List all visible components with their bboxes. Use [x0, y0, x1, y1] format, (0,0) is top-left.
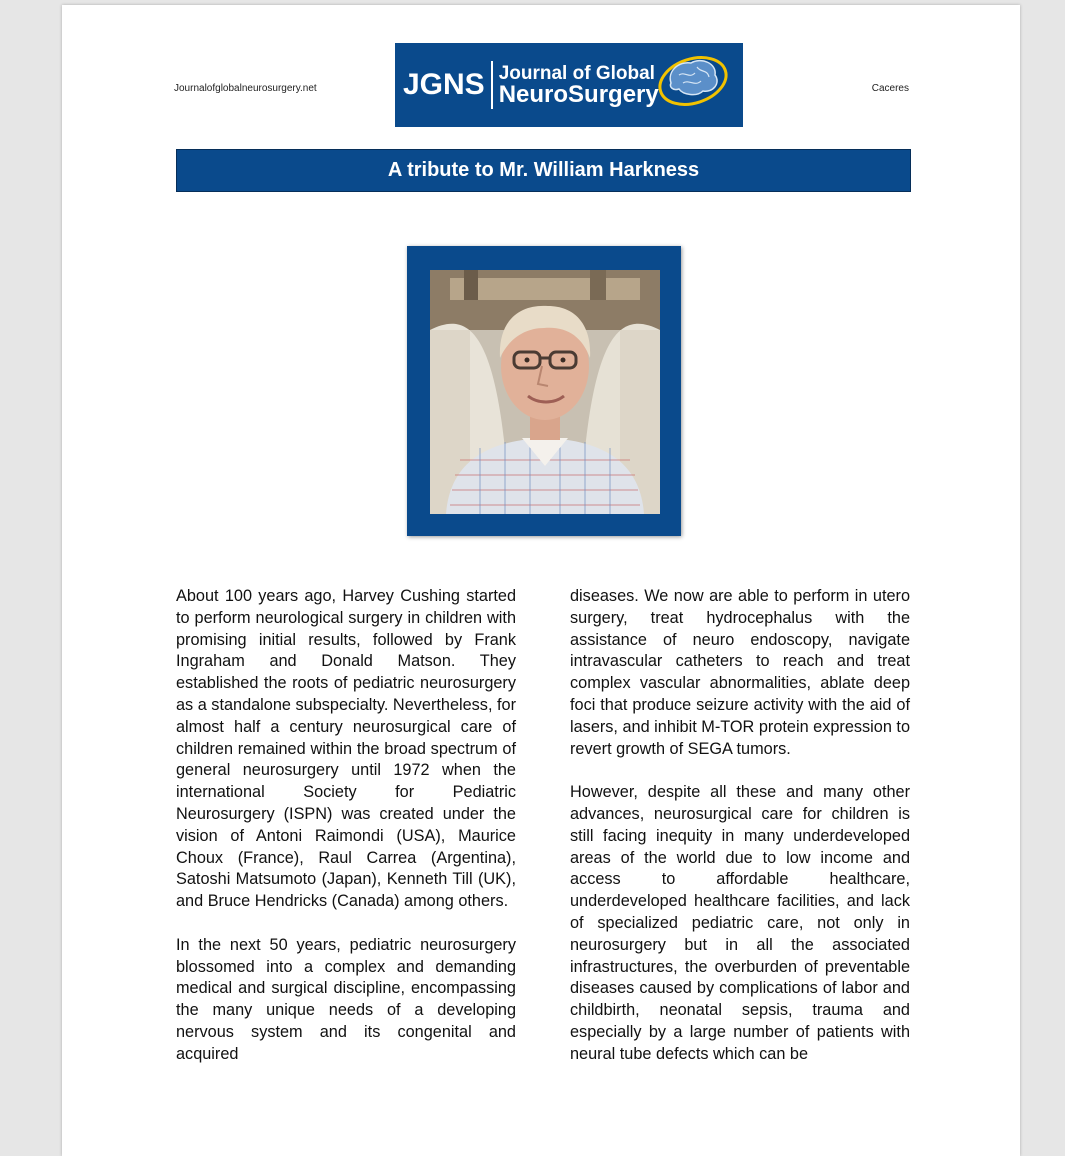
logo-journal-name: [499, 64, 659, 107]
author-name: Caceres: [871, 83, 909, 94]
body-column-right: [570, 586, 910, 1087]
logo-name-line-1: Journal of Global: [498, 62, 655, 84]
journal-logo: [395, 43, 743, 127]
site-url: Journalofglobalneurosurgery.net: [174, 83, 317, 94]
logo-separator: [491, 61, 493, 109]
document-page: [62, 5, 1020, 1156]
brain-icon: [653, 53, 731, 115]
paragraph: In the next 50 years, pediatric neurosurgery blossomed into a complex and demanding medical and surgical discipline, encompassing the many unique needs of a developing nervous system and its congenital and acquired: [176, 935, 516, 1063]
portrait-illustration: [430, 270, 660, 514]
paragraph: About 100 years ago, Harvey Cushing started to perform neurological surgery in children with promising initial results, followed by Frank Ingraham and Donald Matson. They established the roots of pediatric neurosurgery as a standalone subspecialty. Nevertheless, for almost half a century neurosurgical care of children remained within the broad spectrum of general neurosurgery until 1972 when the international Society for Pediatric Neurosurgery (ISPN) was created under the vision of Antoni Raimondi (USA), Maurice Choux (France), Raul Carrea (Argentina), Satoshi Matsumoto (Japan), Kenneth Till (UK), and Bruce Hendricks (Canada) among others.: [176, 587, 516, 911]
logo-abbreviation: JGNS: [403, 68, 485, 101]
body-column-left: [176, 586, 516, 1087]
paragraph: However, despite all these and many other advances, neurosurgical care for children is still facing inequity in many underdeveloped areas of the world due to low income and access to affordable healthcare, underdeveloped healthcare facilities, and lack of specialized pediatric care, not only in neurosurgery but in all the associated infrastructures, the overburden of preventable diseases caused by complications of labor and childbirth, neonatal sepsis, trauma and especially by a large number of patients with neural tube defects which can be: [570, 783, 910, 1063]
portrait-photo: [430, 270, 660, 514]
article-title: A tribute to Mr. William Harkness: [176, 149, 911, 192]
portrait-frame: [407, 246, 681, 536]
logo-name-line-2: NeuroSurgery: [498, 80, 659, 108]
paragraph: diseases. We now are able to perform in utero surgery, treat hydrocephalus with the assistance of neuro endoscopy, navigate intravascular catheters to reach and treat complex vascular abnormalities, ablate deep foci that produce seizure activity with the aid of lasers, and inhibit M-TOR protein expression to revert growth of SEGA tumors.: [570, 587, 910, 758]
